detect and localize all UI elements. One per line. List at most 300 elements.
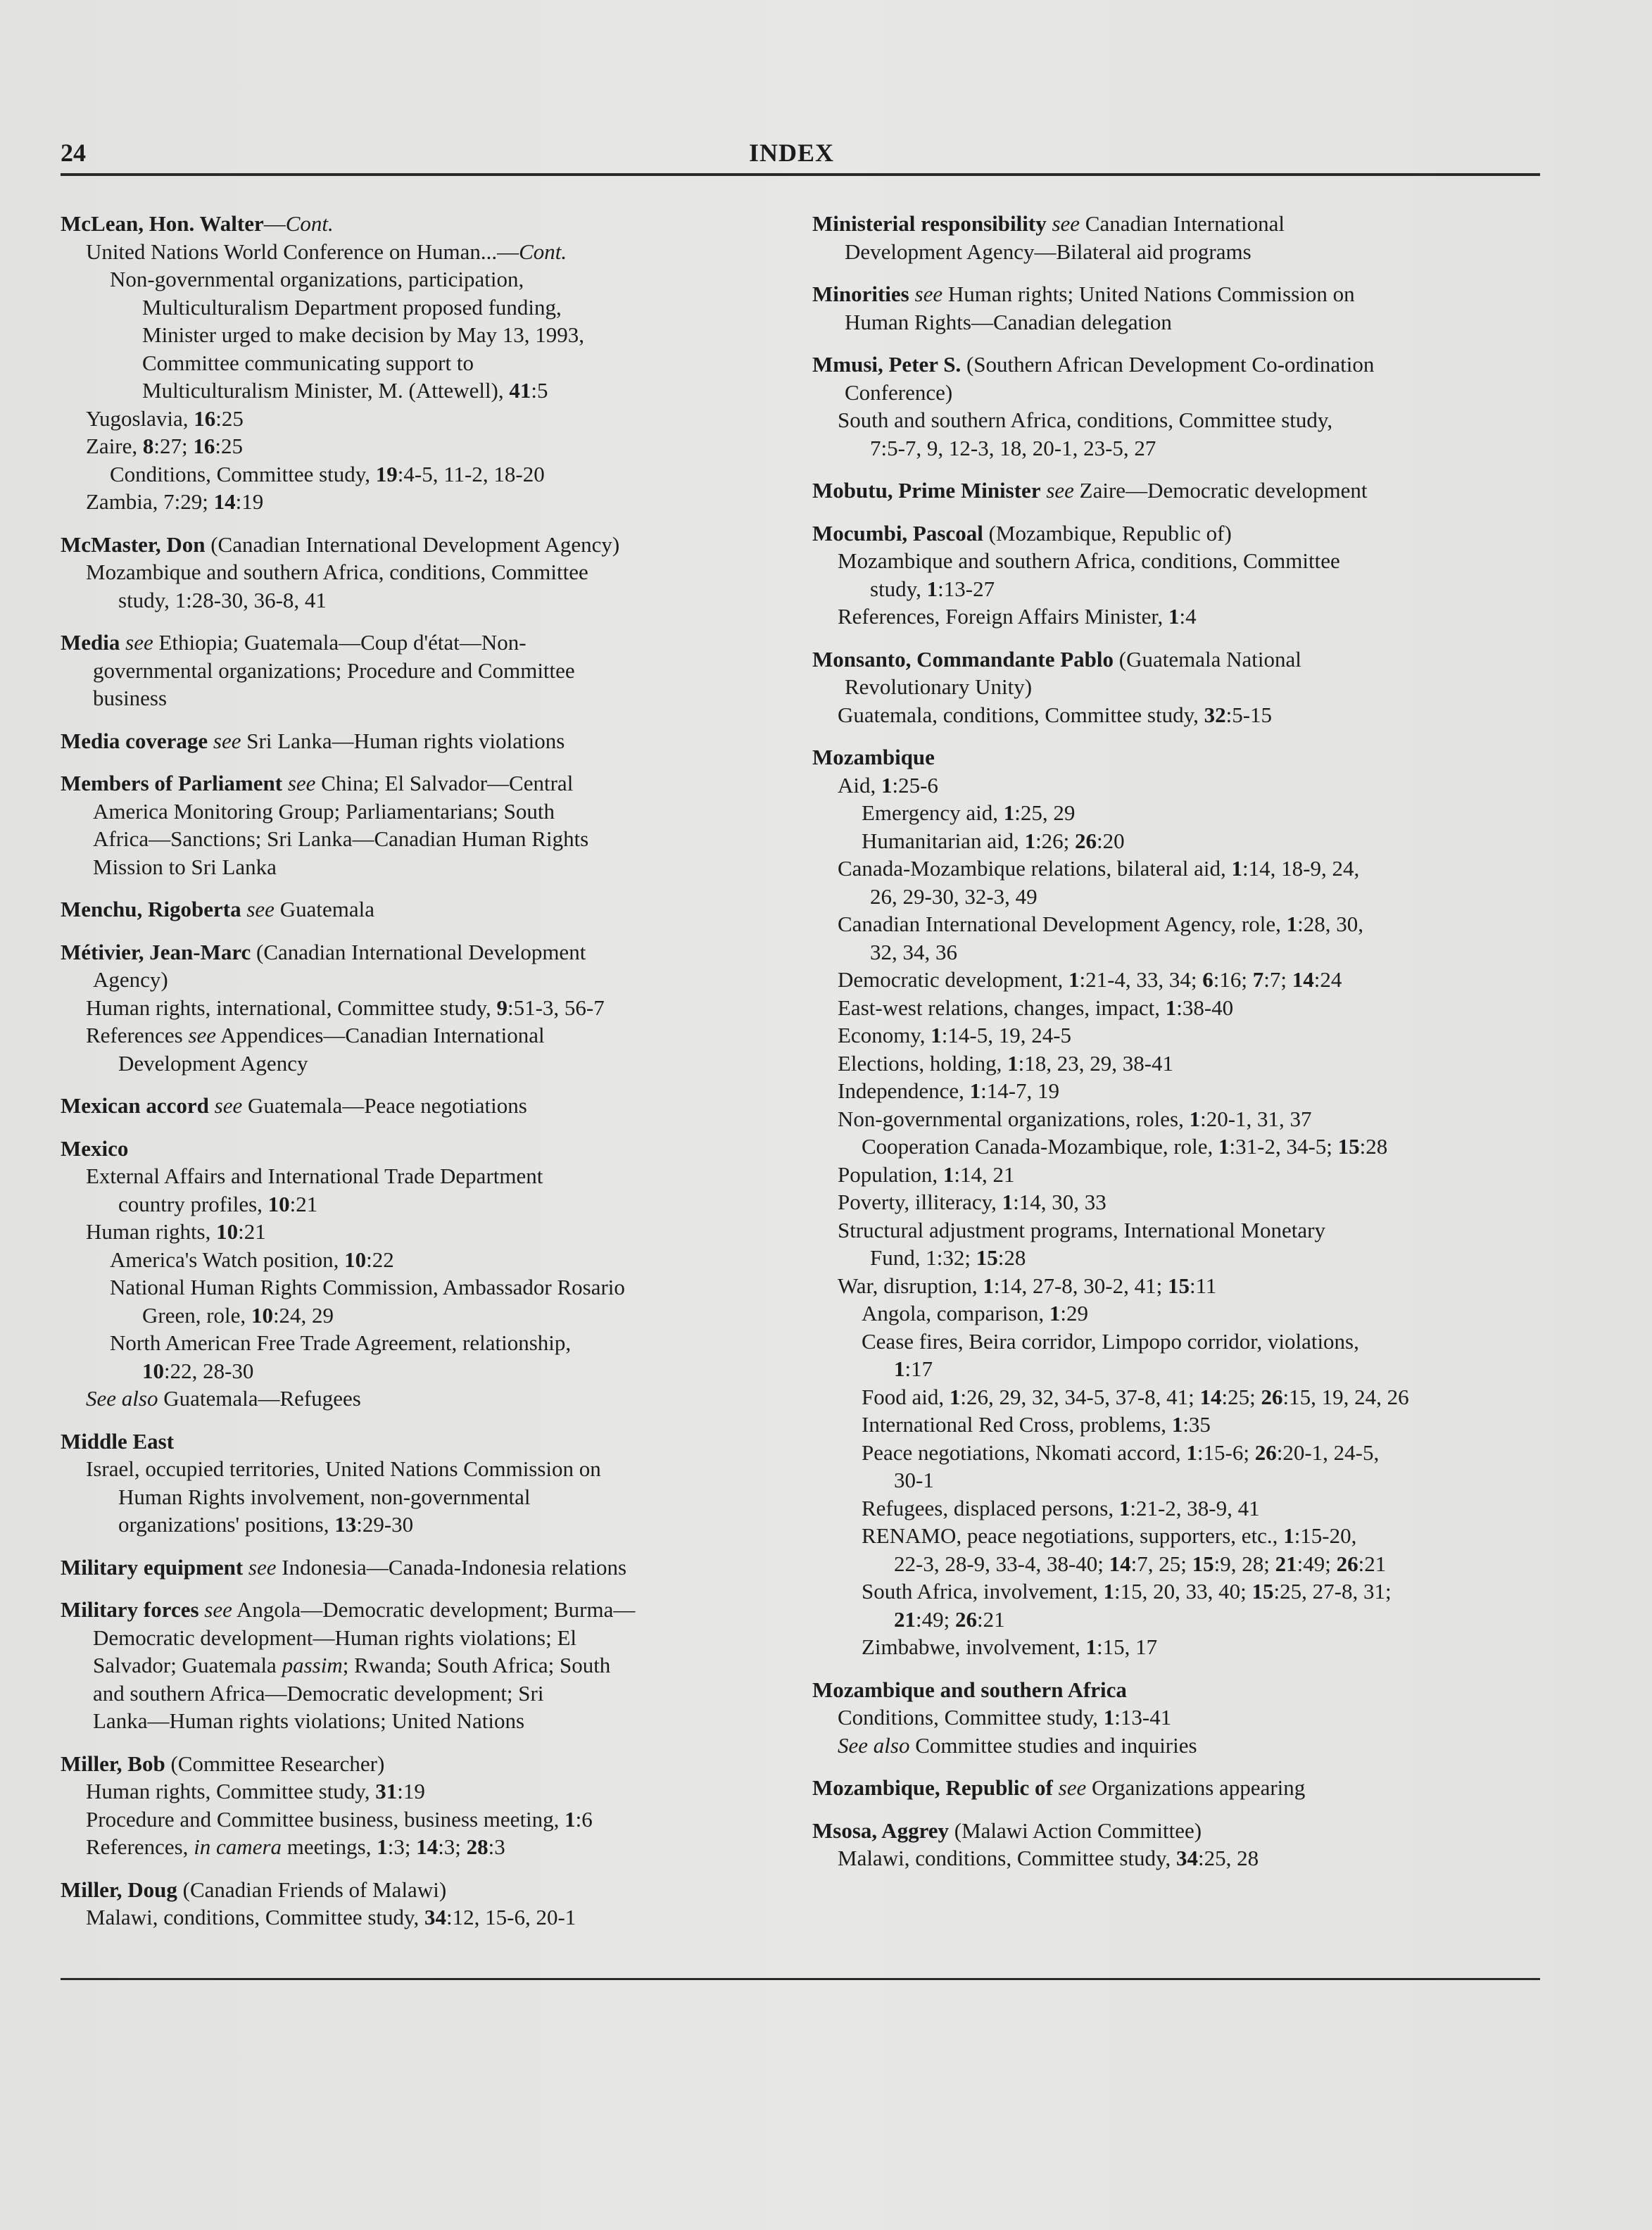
index-text-run: Ethiopia; Guatemala—Coup d'état—Non- <box>153 630 527 655</box>
index-text-run: Human rights, Committee study, <box>86 1779 376 1803</box>
index-text-run: America Monitoring Group; Parliamentarians; South <box>93 798 555 824</box>
index-text-run: 26, 29-30, 32-3, 49 <box>870 883 1038 909</box>
index-text-run: :22, 28-30 <box>164 1358 254 1383</box>
index-text-run: 6 <box>1202 967 1213 992</box>
index-text-run: :22 <box>366 1247 394 1272</box>
footer-rule <box>61 1978 1540 1980</box>
index-text-run: Guatemala, conditions, Committee study, <box>838 702 1204 727</box>
index-subentry-line <box>812 673 1540 701</box>
index-text-run: 1 <box>983 1273 994 1298</box>
index-text-run: Humanitarian aid, <box>862 828 1025 853</box>
index-text-run: :31-2, 34-5; <box>1229 1134 1338 1159</box>
index-text-run: :14-5, 19, 24-5 <box>941 1023 1072 1047</box>
index-text-run: References, Foreign Affairs Minister, <box>838 604 1168 629</box>
index-text-run: Middle East <box>61 1428 175 1454</box>
index-text-run: see <box>1052 211 1080 236</box>
index-text-run: :25, 27-8, 31; <box>1273 1579 1392 1604</box>
index-text-run: :28 <box>1359 1134 1388 1159</box>
index-text-run: :12, 15-6, 20-1 <box>446 1905 576 1929</box>
index-heading-line <box>61 727 786 755</box>
index-text-run: see <box>248 1554 277 1580</box>
index-entry <box>61 1876 786 1932</box>
index-text-run: :4 <box>1179 604 1197 629</box>
index-subentry-line <box>812 855 1540 883</box>
index-subentry-line <box>61 1680 786 1708</box>
index-text-run: 1 <box>1049 1301 1061 1325</box>
index-subentry-line <box>61 1190 786 1218</box>
index-subentry-line <box>812 1383 1540 1411</box>
index-text-run: Multiculturalism Department proposed funding, <box>142 294 562 320</box>
index-text-run: Appendices—Canadian International <box>216 1023 545 1047</box>
index-text-run: 1 <box>1118 1495 1130 1520</box>
index-text-run: business <box>93 686 168 710</box>
index-text-run: 14 <box>213 489 236 514</box>
index-text-run: 1 <box>1068 967 1080 992</box>
index-subentry-line <box>812 406 1540 434</box>
index-subentry-line <box>61 488 786 516</box>
index-subentry-line <box>61 657 786 685</box>
index-subentry-line <box>812 1550 1540 1578</box>
index-subentry-line <box>61 586 786 615</box>
index-text-run: :51-3, 56-7 <box>507 995 605 1020</box>
index-subentry-line <box>61 1246 786 1274</box>
index-subentry-line <box>812 966 1540 994</box>
index-text-run: 1 <box>1103 1705 1115 1730</box>
index-entry <box>61 1428 786 1539</box>
index-text-run: 10 <box>142 1358 164 1383</box>
index-text-run: South Africa, involvement, <box>862 1579 1104 1604</box>
index-text-run: 1 <box>881 772 893 798</box>
index-text-run: :25 <box>215 405 244 431</box>
index-text-run: see <box>214 1093 243 1118</box>
index-text-run: Canadian International Development Agency, role, <box>838 912 1287 936</box>
index-text-run: (Canadian Friends of Malawi) <box>177 1877 447 1902</box>
index-text-run: Minister urged to make decision by May 13, 1993, <box>142 322 584 347</box>
index-text-run: 10 <box>267 1191 290 1216</box>
index-text-run: 1 <box>931 1023 942 1047</box>
index-text-run: and southern Africa—Democratic development; Sri <box>93 1680 544 1706</box>
index-text-run: 28 <box>466 1834 488 1859</box>
index-subentry-line <box>812 1161 1540 1189</box>
index-text-run: 1 <box>1171 1412 1183 1437</box>
index-text-run: 1 <box>1165 995 1177 1020</box>
index-text-run: Mobutu, Prime Minister <box>812 478 1041 503</box>
index-text-run: Angola—Democratic development; Burma— <box>232 1597 636 1622</box>
index-text-run: 1 <box>1002 1190 1014 1214</box>
index-text-run: see <box>246 897 275 921</box>
index-text-run: :19 <box>397 1779 425 1803</box>
index-text-run: :21-2, 38-9, 41 <box>1130 1495 1260 1520</box>
index-text-run: South and southern Africa, conditions, Committee study, <box>838 408 1333 432</box>
index-text-run: Mocumbi, Pascoal <box>812 520 983 546</box>
index-heading-line <box>61 1428 786 1456</box>
index-text-run: Conference) <box>845 379 953 405</box>
index-text-run: Poverty, illiteracy, <box>838 1190 1002 1214</box>
index-text-run: Revolutionary Unity) <box>845 674 1033 699</box>
index-text-run: Zambia, 7:29; <box>86 489 214 514</box>
index-subentry-line <box>61 994 786 1022</box>
index-subentry-line <box>812 238 1540 266</box>
index-entry <box>812 519 1540 631</box>
index-subentry-line <box>61 1707 786 1735</box>
index-text-run: :7, 25; <box>1130 1551 1192 1576</box>
index-subentry-line <box>61 558 786 586</box>
index-text-run: in camera <box>194 1834 282 1859</box>
index-text-run: :14, 18-9, 24, <box>1242 856 1360 881</box>
index-subentry-line <box>61 432 786 460</box>
index-text-run: :18, 23, 29, 38-41 <box>1018 1050 1174 1076</box>
index-text-run: 1 <box>1003 800 1015 825</box>
index-text-run: (Guatemala National <box>1114 646 1301 672</box>
index-text-run: Guatemala—Refugees <box>158 1386 361 1411</box>
index-heading-line <box>61 1750 786 1778</box>
index-subentry-line <box>61 1483 786 1511</box>
index-text-run: Zaire—Democratic development <box>1073 478 1368 503</box>
index-heading-line <box>61 531 786 559</box>
index-entry <box>812 210 1540 265</box>
index-text-run <box>909 282 915 306</box>
index-entry <box>812 351 1540 462</box>
index-text-run: meetings, <box>282 1834 377 1859</box>
index-column-right <box>812 210 1540 1887</box>
index-text-run: 26 <box>1254 1440 1277 1465</box>
index-text-run: governmental organizations; Procedure and Committee <box>93 657 575 683</box>
index-subentry-line <box>812 1494 1540 1523</box>
index-text-run: China; El Salvador—Central <box>315 771 574 795</box>
index-text-run: 1 <box>1024 828 1036 853</box>
index-entry <box>812 1676 1540 1760</box>
index-text-run: North American Free Trade Agreement, relationship, <box>110 1330 572 1355</box>
index-heading-line <box>812 477 1540 505</box>
index-subentry-line <box>61 1455 786 1483</box>
index-text-run: 1 <box>1186 1440 1197 1465</box>
index-text-run: 1 <box>969 1078 981 1103</box>
index-heading-line <box>61 1876 786 1904</box>
index-entry <box>812 477 1540 505</box>
index-text-run: :17 <box>904 1356 933 1381</box>
index-text-run: :28, 30, <box>1297 912 1363 936</box>
index-subentry-line <box>812 1844 1540 1872</box>
index-text-run: East-west relations, changes, impact, <box>838 995 1166 1020</box>
index-text-run: (Malawi Action Committee) <box>949 1818 1202 1843</box>
index-text-run: :28 <box>997 1245 1026 1270</box>
index-text-run: study, 1:28-30, 36-8, 41 <box>118 587 327 612</box>
index-text-run: :25 <box>215 434 243 458</box>
index-subentry-line <box>812 994 1540 1022</box>
index-entry <box>61 629 786 712</box>
index-subentry-line <box>812 379 1540 407</box>
index-subentry-line <box>61 966 786 994</box>
index-text-run: 10 <box>344 1247 367 1272</box>
index-heading-line <box>61 938 786 966</box>
index-subentry-line <box>61 405 786 433</box>
index-text-run: Mozambique and southern Africa, conditions, Committee <box>838 548 1340 573</box>
index-text-run: :6 <box>575 1806 593 1832</box>
index-text-run: :5-15 <box>1225 702 1273 727</box>
index-text-run: 1 <box>894 1356 905 1381</box>
index-subentry-line <box>812 603 1540 631</box>
index-subentry-line <box>812 1216 1540 1245</box>
index-text-run: Cont. <box>285 211 334 236</box>
index-text-run: 1 <box>1231 856 1243 881</box>
index-text-run: :24 <box>1313 967 1342 992</box>
index-subentry-line <box>812 1439 1540 1467</box>
index-heading-line <box>812 645 1540 674</box>
index-text-run: Democratic development—Human rights violations; El <box>93 1625 577 1650</box>
index-subentry-line <box>61 460 786 489</box>
index-text-run: 31 <box>375 1779 398 1803</box>
index-text-run: :35 <box>1183 1412 1211 1437</box>
index-text-run: :9, 28; <box>1213 1551 1275 1576</box>
index-entry <box>61 938 786 1078</box>
index-subentry-line <box>61 1162 786 1190</box>
index-subentry-line <box>812 1077 1540 1105</box>
index-text-run: Ministerial responsibility <box>812 211 1047 236</box>
index-entry <box>61 1750 786 1861</box>
index-text-run: :24, 29 <box>272 1302 334 1328</box>
index-heading-line <box>812 743 1540 771</box>
index-subentry-line <box>812 827 1540 855</box>
index-text-run: 1 <box>1218 1134 1230 1159</box>
index-text-run: 15 <box>1251 1579 1274 1604</box>
header-rule <box>61 173 1540 176</box>
index-text-run: Emergency aid, <box>862 800 1004 825</box>
index-text-run: 1 <box>949 1384 961 1409</box>
index-subentry-line <box>812 1355 1540 1383</box>
index-subentry-line <box>812 1299 1540 1328</box>
index-text-run: McLean, Hon. Walter <box>61 211 264 236</box>
index-subentry-line <box>61 1218 786 1246</box>
index-subentry-line <box>812 1133 1540 1161</box>
index-text-run: (Canadian International Development <box>251 939 586 964</box>
index-text-run: 1 <box>1189 1106 1201 1131</box>
index-text-run: 26 <box>1261 1384 1283 1409</box>
index-text-run: International Red Cross, problems, <box>862 1412 1172 1437</box>
index-text-run: :25, 29 <box>1014 800 1076 825</box>
index-entry <box>61 1135 786 1413</box>
index-text-run <box>120 630 125 655</box>
index-text-run: Israel, occupied territories, United Nations Commission on <box>86 1456 601 1481</box>
index-subentry-line <box>812 1466 1540 1494</box>
index-column-left <box>61 210 786 1946</box>
index-text-run: 26 <box>1336 1551 1358 1576</box>
index-text-run: 19 <box>375 461 398 486</box>
index-text-run: Independence, <box>838 1078 970 1103</box>
index-text-run: 1 <box>565 1806 576 1832</box>
index-text-run: :49; <box>916 1606 955 1632</box>
index-text-run: Organizations appearing <box>1086 1775 1306 1800</box>
index-text-run: :20 <box>1097 828 1125 853</box>
index-text-run: :26; <box>1035 828 1076 853</box>
index-text-run: :21-4, 33, 34; <box>1079 967 1203 992</box>
index-text-run: Mozambique and southern Africa <box>812 1677 1127 1702</box>
index-text-run: McMaster, Don <box>61 531 206 557</box>
index-subentry-line <box>61 238 786 266</box>
index-text-run: :29 <box>1060 1301 1089 1325</box>
index-text-run: :15, 19, 24, 26 <box>1282 1384 1409 1409</box>
index-subentry-line <box>812 701 1540 729</box>
page-number: 24 <box>61 139 86 167</box>
index-heading-line <box>812 210 1540 238</box>
index-text-run: Committee studies and inquiries <box>909 1732 1197 1758</box>
index-text-run: (Committee Researcher) <box>165 1751 385 1776</box>
index-entry <box>61 210 786 516</box>
index-text-run: :21 <box>976 1606 1005 1632</box>
index-text-run: Métivier, Jean-Marc <box>61 939 251 964</box>
index-text-run: 13 <box>334 1512 357 1537</box>
index-text-run: 1 <box>1085 1634 1097 1659</box>
index-subentry-line <box>812 1188 1540 1216</box>
index-text-run: Economy, <box>838 1023 931 1047</box>
index-text-run: :49; <box>1297 1551 1337 1576</box>
index-text-run: Members of Parliament <box>61 771 283 795</box>
index-text-run: 1 <box>1283 1523 1294 1548</box>
index-text-run: 21 <box>894 1606 916 1632</box>
index-text-run <box>208 729 213 753</box>
index-entry <box>61 895 786 924</box>
index-subentry-line <box>812 799 1540 827</box>
index-text-run: 15 <box>976 1245 998 1270</box>
index-text-run: Human rights; United Nations Commission on <box>942 282 1355 306</box>
index-text-run: (Mozambique, Republic of) <box>983 520 1232 546</box>
index-text-run: — <box>263 211 286 236</box>
index-text-run: Cease fires, Beira corridor, Limpopo corridor, violations, <box>862 1328 1359 1354</box>
index-text-run: Procedure and Committee business, business meeting, <box>86 1806 565 1832</box>
index-text-run: :14, 30, 33 <box>1013 1190 1106 1214</box>
index-text-run: 1 <box>1168 604 1180 629</box>
index-subentry-line <box>812 434 1540 462</box>
index-text-run: 14 <box>1109 1551 1131 1576</box>
index-text-run: Refugees, displaced persons, <box>862 1495 1119 1520</box>
index-subentry-line <box>61 1329 786 1357</box>
index-subentry-line <box>812 547 1540 575</box>
index-text-run: 1 <box>1286 912 1298 936</box>
index-text-run: Indonesia—Canada-Indonesia relations <box>276 1554 627 1580</box>
index-subentry-line <box>812 1244 1540 1272</box>
index-text-run: Miller, Doug <box>61 1877 177 1902</box>
index-text-run: 14 <box>1199 1384 1222 1409</box>
index-entry <box>812 1774 1540 1802</box>
index-entry <box>812 743 1540 1661</box>
index-subentry-line <box>61 1273 786 1302</box>
index-text-run: Angola, comparison, <box>862 1301 1049 1325</box>
index-text-run: Peace negotiations, Nkomati accord, <box>862 1440 1187 1465</box>
index-text-run: 26 <box>954 1606 977 1632</box>
index-text-run: (Southern African Development Co-ordination <box>961 352 1375 377</box>
index-text-run: Development Agency—Bilateral aid programs <box>845 239 1251 264</box>
index-subentry-line <box>812 1105 1540 1133</box>
index-entry <box>812 280 1540 336</box>
index-entry <box>61 1554 786 1582</box>
index-text-run: 34 <box>424 1905 447 1929</box>
index-subentry-line <box>812 1732 1540 1760</box>
index-text-run: :21 <box>1358 1551 1387 1576</box>
index-text-run: Human Rights involvement, non-governmental <box>118 1484 531 1509</box>
index-text-run: :4-5, 11-2, 18-20 <box>397 461 545 486</box>
index-text-run: 1 <box>377 1834 388 1859</box>
index-subentry-line <box>812 308 1540 336</box>
index-text-run: see <box>1058 1775 1087 1800</box>
index-subentry-line <box>61 853 786 881</box>
index-text-run: :20-1, 31, 37 <box>1200 1106 1312 1131</box>
index-text-run: Minorities <box>812 282 909 306</box>
index-text-run: organizations' positions, <box>118 1512 335 1537</box>
index-entry <box>812 1817 1540 1872</box>
index-text-run: 9 <box>496 995 507 1020</box>
index-text-run: :19 <box>235 489 264 514</box>
index-text-run: Media <box>61 630 120 655</box>
index-text-run: Mozambique and southern Africa, conditions, Committee <box>86 560 588 584</box>
index-text-run: Lanka—Human rights violations; United Nations <box>93 1708 525 1733</box>
index-text-run: Human Rights—Canadian delegation <box>845 309 1172 334</box>
index-text-run: 1 <box>926 576 938 601</box>
index-heading-line <box>61 895 786 924</box>
index-heading-line <box>61 1596 786 1624</box>
index-text-run: :15, 17 <box>1097 1634 1158 1659</box>
index-entry <box>812 645 1540 729</box>
index-text-run: :25-6 <box>892 772 938 798</box>
index-subentry-line <box>812 1522 1540 1550</box>
index-text-run: Mission to Sri Lanka <box>93 854 277 879</box>
index-text-run: 1 <box>942 1161 954 1187</box>
index-subentry-line <box>61 1511 786 1539</box>
index-text-run: Conditions, Committee study, <box>838 1705 1104 1730</box>
index-text-run: Fund, 1:32; <box>870 1245 976 1270</box>
index-text-run: Zimbabwe, involvement, <box>862 1634 1086 1659</box>
index-subentry-line <box>812 771 1540 800</box>
index-text-run: Multiculturalism Minister, M. (Attewell), <box>142 378 510 403</box>
index-text-run: ; Rwanda; South Africa; South <box>342 1653 611 1677</box>
index-text-run: 16 <box>193 434 215 458</box>
index-text-run: :38-40 <box>1176 995 1234 1020</box>
index-text-run: 15 <box>1167 1273 1190 1298</box>
index-text-run: Population, <box>838 1161 943 1187</box>
index-text-run: 21 <box>1275 1551 1297 1576</box>
index-text-run: Monsanto, Commandante Pablo <box>812 646 1114 672</box>
index-heading-line <box>61 210 786 238</box>
index-subentry-line <box>61 321 786 349</box>
index-text-run: see <box>204 1597 232 1622</box>
index-subentry-line <box>61 798 786 826</box>
index-text-run: :3; <box>387 1834 417 1859</box>
index-text-run: Mexican accord <box>61 1093 209 1118</box>
index-text-run: :25; <box>1221 1384 1261 1409</box>
index-heading-line <box>812 351 1540 379</box>
index-text-run: War, disruption, <box>838 1273 983 1298</box>
index-text-run: Miller, Bob <box>61 1751 165 1776</box>
index-text-run: see <box>1046 478 1074 503</box>
index-text-run: 34 <box>1176 1846 1199 1870</box>
index-text-run: :29-30 <box>356 1512 414 1537</box>
index-text-run: Canadian International <box>1080 211 1285 236</box>
index-text-run <box>282 771 288 795</box>
index-heading-line <box>61 1554 786 1582</box>
index-text-run: RENAMO, peace negotiations, supporters, etc., <box>862 1523 1284 1548</box>
index-text-run: see <box>213 728 241 753</box>
index-text-run: Non-governmental organizations, participation, <box>110 267 524 291</box>
index-subentry-line <box>61 265 786 294</box>
index-text-run: (Canadian International Development Agency) <box>205 531 620 557</box>
index-text-run: Guatemala <box>274 897 374 921</box>
index-text-run: Green, role, <box>142 1302 251 1328</box>
index-text-run: 10 <box>216 1219 239 1244</box>
index-text-run <box>1053 1775 1059 1800</box>
index-text-run: Development Agency <box>118 1050 308 1076</box>
index-subentry-line <box>812 1021 1540 1050</box>
index-subentry-line <box>812 1050 1540 1078</box>
index-text-run: :7; <box>1263 967 1292 992</box>
index-text-run: 14 <box>416 1834 439 1859</box>
